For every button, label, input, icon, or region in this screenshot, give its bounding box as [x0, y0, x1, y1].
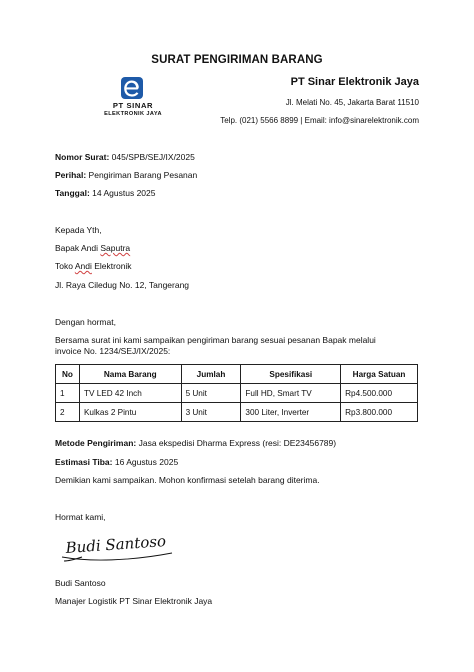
cell-jumlah: 5 Unit: [181, 384, 241, 403]
intro-line-2: invoice No. 1234/SEJ/IX/2025:: [55, 346, 171, 356]
intro-line-1: Bersama surat ini kami sampaikan pengiriman barang sesuai pesanan Bapak melalui: [55, 335, 376, 345]
shipping-method-label: Metode Pengiriman:: [55, 438, 137, 448]
estimated-arrival-label: Estimasi Tiba:: [55, 457, 113, 467]
cell-spesifikasi: 300 Liter, Inverter: [241, 403, 341, 422]
signer-position: Manajer Logistik PT Sinar Elektronik Jaya: [55, 596, 213, 606]
cell-nama-barang: TV LED 42 Inch: [79, 384, 181, 403]
column-header-jumlah: Jumlah: [181, 365, 241, 384]
shipping-method-value: Jasa ekspedisi Dharma Express (resi: DE23456789): [136, 438, 337, 448]
letter-date-label: Tanggal:: [55, 188, 90, 198]
letter-subject: [55, 170, 197, 180]
cell-spesifikasi: Full HD, Smart TV: [241, 384, 341, 403]
column-header-no: No: [56, 365, 80, 384]
estimated-arrival-value: 16 Agustus 2025: [112, 457, 179, 467]
letter-subject-value: Pengiriman Barang Pesanan: [86, 170, 198, 180]
handwritten-signature: [60, 531, 180, 567]
recipient-first-name: Bapak Andi: [55, 243, 101, 253]
svg-text:Budi Santoso: Budi Santoso: [65, 532, 167, 557]
letter-number: [55, 152, 195, 162]
recipient-name: [55, 243, 130, 253]
cell-nama-barang: Kulkas 2 Pintu: [79, 403, 181, 422]
recipient-store: [55, 261, 132, 271]
letter-subject-label: Perihal:: [55, 170, 87, 180]
company-logo: [98, 76, 168, 117]
store-name: Andi: [74, 261, 92, 271]
company-contact: Telp. (021) 5566 8899 | Email: info@sinarelektronik.com: [220, 116, 419, 125]
cell-harga-satuan: Rp3.800.000: [341, 403, 418, 422]
recipient-address: Jl. Raya Ciledug No. 12, Tangerang: [55, 280, 190, 290]
column-header-nama-barang: Nama Barang: [79, 365, 181, 384]
table-header-row: [56, 365, 418, 384]
regards: Hormat kami,: [55, 512, 106, 522]
letter-number-value: 045/SPB/SEJ/IX/2025: [109, 152, 195, 162]
company-header: [220, 76, 419, 125]
cell-no: 1: [56, 384, 80, 403]
cell-harga-satuan: Rp4.500.000: [341, 384, 418, 403]
letter-date-value: 14 Agustus 2025: [89, 188, 156, 198]
estimated-arrival: [55, 457, 178, 467]
store-prefix: Toko: [55, 261, 75, 271]
recipient-greeting: Kepada Yth,: [55, 225, 102, 235]
table-row: [56, 403, 418, 422]
cell-no: 2: [56, 403, 80, 422]
closing-sentence: Demikian kami sampaikan. Mohon konfirmasi setelah barang diterima.: [55, 475, 320, 485]
letter-e-icon: [118, 76, 146, 100]
letter-number-label: Nomor Surat:: [55, 152, 110, 162]
table-row: [56, 384, 418, 403]
document-title: SURAT PENGIRIMAN BARANG: [151, 54, 323, 66]
store-suffix: Elektronik: [91, 261, 132, 271]
company-name: PT Sinar Elektronik Jaya: [290, 76, 419, 88]
logo-text-line1: PT SINAR: [112, 101, 154, 110]
items-table: [55, 364, 418, 422]
salutation: Dengan hormat,: [55, 317, 116, 327]
column-header-spesifikasi: Spesifikasi: [241, 365, 341, 384]
recipient-last-name: Saputra: [100, 243, 131, 253]
shipping-method: [55, 438, 336, 448]
company-address: Jl. Melati No. 45, Jakarta Barat 11510: [285, 98, 419, 107]
logo-text-line2: ELEKTRONIK JAYA: [104, 111, 162, 117]
column-header-harga-satuan: Harga Satuan: [341, 365, 418, 384]
letter-date: [55, 188, 156, 198]
signer-name: Budi Santoso: [55, 578, 106, 588]
cell-jumlah: 3 Unit: [181, 403, 241, 422]
